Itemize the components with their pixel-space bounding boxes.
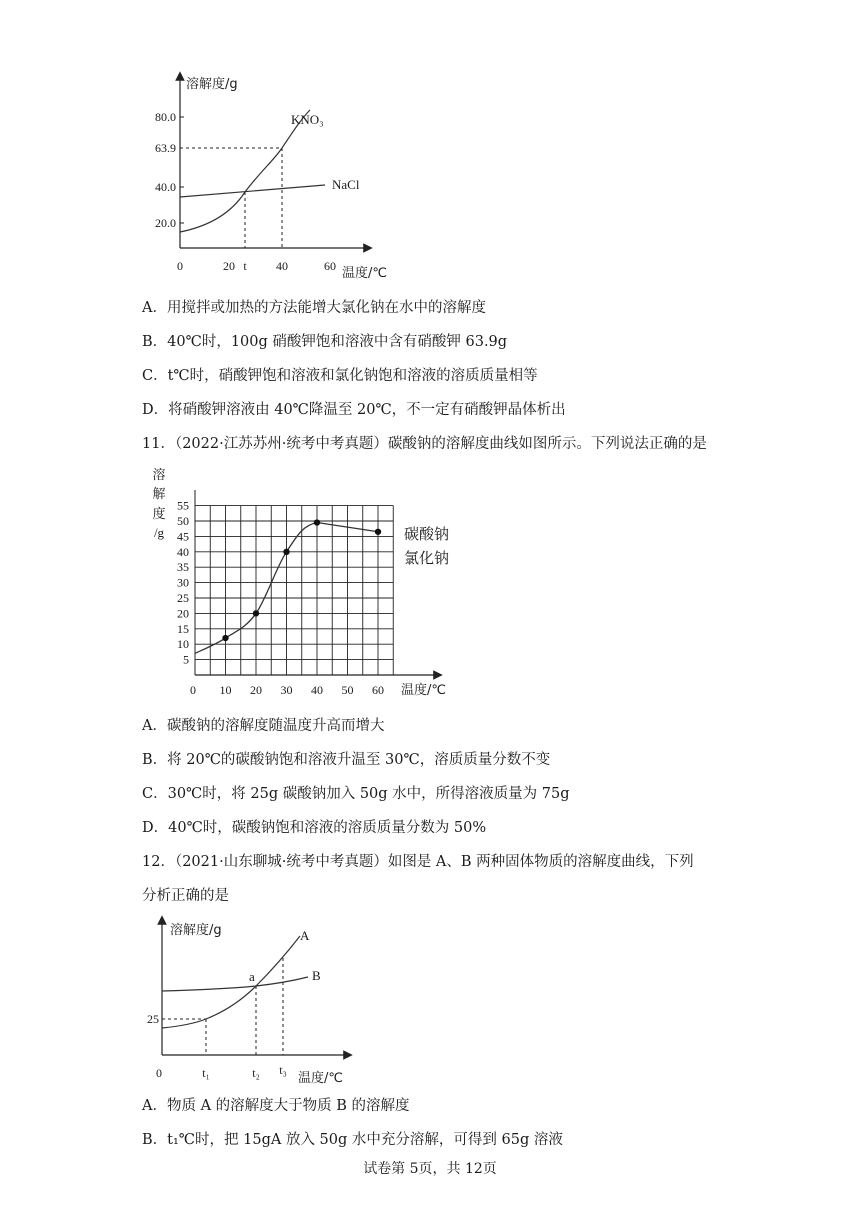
kno3-label: KNO₃ bbox=[291, 112, 324, 127]
x-tick-40: 40 bbox=[276, 259, 288, 273]
x-tick-t: t bbox=[243, 259, 247, 273]
data-point bbox=[253, 610, 259, 616]
x-axis-label: 温度/℃ bbox=[298, 1071, 343, 1086]
y-tick-63-9: 63.9 bbox=[155, 141, 176, 155]
page-footer: 试卷第 5页，共 12页 bbox=[363, 1161, 497, 1177]
curve-a bbox=[162, 936, 300, 1028]
x-tick-label: 30 bbox=[280, 683, 293, 697]
x-axis-label: 温度/℃ bbox=[401, 683, 446, 698]
q10-option-d: D．将硝酸钾溶液由 40℃降温至 20℃，不一定有硝酸钾晶体析出 bbox=[142, 402, 566, 418]
y-tick-20: 20.0 bbox=[155, 216, 176, 230]
x-tick-0: 0 bbox=[177, 259, 183, 273]
y-axis-label: 溶解度/g bbox=[186, 77, 238, 92]
data-point bbox=[314, 519, 320, 525]
x-tick-label: 20 bbox=[250, 683, 262, 697]
x-tick-t1: t₁ bbox=[202, 1066, 210, 1080]
curve-b-label: B bbox=[312, 968, 321, 983]
q12-stem-line-1: 12．（2021·山东聊城·统考中考真题）如图是 A、B 两种固体物质的溶解度曲线，下列 bbox=[142, 854, 694, 870]
x-tick-20: 20 bbox=[223, 259, 235, 273]
intersection-label-a: a bbox=[249, 969, 255, 984]
x-tick-t3: t₃ bbox=[279, 1063, 287, 1077]
y-tick-label: 15 bbox=[177, 621, 189, 636]
curve-a-label: A bbox=[300, 928, 310, 943]
y-tick-label: 55 bbox=[177, 498, 189, 513]
nacl-curve bbox=[180, 185, 325, 197]
y-tick-label: 30 bbox=[177, 575, 189, 590]
y-tick-label: 10 bbox=[177, 637, 189, 652]
y-tick-label: 20 bbox=[177, 606, 189, 621]
y-tick-40: 40.0 bbox=[155, 180, 176, 194]
y-label-char-2: 解 bbox=[152, 486, 166, 501]
kno3-curve bbox=[180, 110, 310, 232]
q11-stem: 11．（2022·江苏苏州·统考中考真题）碳酸钠的溶解度曲线如图所示。下列说法正确的是 bbox=[142, 436, 707, 452]
q12-option-b: B．t₁℃时，把 15gA 放入 50g 水中充分溶解，可得到 65g 溶液 bbox=[142, 1132, 563, 1148]
y-label-char-4: /g bbox=[153, 525, 165, 540]
q10-option-c: C．t℃时，硝酸钾饱和溶液和氯化钠饱和溶液的溶质质量相等 bbox=[142, 368, 538, 384]
q11-option-a: A．碳酸钠的溶解度随温度升高而增大 bbox=[142, 718, 385, 734]
q11-option-c: C．30℃时，将 25g 碳酸钠加入 50g 水中，所得溶液质量为 75g bbox=[142, 786, 570, 802]
y-tick-label: 40 bbox=[177, 544, 189, 559]
q10-option-b: B．40℃时，100g 硝酸钾饱和溶液中含有硝酸钾 63.9g bbox=[142, 334, 508, 350]
curve-b bbox=[162, 977, 308, 991]
x-axis-label: 温度/℃ bbox=[342, 266, 387, 281]
x-tick-label: 40 bbox=[311, 683, 323, 697]
q10-option-a: A．用搅拌或加热的方法能增大氯化钠在水中的溶解度 bbox=[142, 300, 486, 316]
y-label-char-3: 度 bbox=[152, 506, 166, 521]
x-ticks bbox=[190, 683, 384, 697]
y-tick-25: 25 bbox=[147, 1012, 159, 1026]
data-point bbox=[222, 635, 228, 641]
x-tick-label: 50 bbox=[341, 683, 354, 697]
chart-grid bbox=[195, 506, 393, 675]
q12-option-a: A．物质 A 的溶解度大于物质 B 的溶解度 bbox=[142, 1098, 410, 1114]
x-tick-label: 60 bbox=[372, 683, 384, 697]
y-ticks bbox=[177, 499, 189, 667]
y-tick-80: 80.0 bbox=[155, 110, 176, 124]
y-label-char-1: 溶 bbox=[152, 467, 166, 482]
data-point bbox=[283, 549, 289, 555]
y-tick-label: 50 bbox=[177, 514, 189, 528]
y-axis-label: 溶解度/g bbox=[170, 923, 222, 938]
q11-option-d: D．40℃时，碳酸钠饱和溶液的溶质质量分数为 50% bbox=[142, 820, 487, 836]
data-point bbox=[375, 529, 381, 535]
y-tick-label: 25 bbox=[177, 591, 189, 605]
solubility-figure-kno3-nacl bbox=[155, 66, 400, 284]
nacl-label: NaCl bbox=[332, 177, 360, 192]
y-tick-label: 45 bbox=[177, 529, 189, 544]
solubility-figure-a-b bbox=[140, 914, 366, 1090]
y-tick-label: 5 bbox=[183, 652, 189, 667]
q12-stem-line-2: 分析正确的是 bbox=[142, 888, 229, 904]
q11-option-b: B．将 20℃的碳酸钠饱和溶液升温至 30℃，溶质质量分数不变 bbox=[142, 752, 551, 768]
x-tick-label: 0 bbox=[190, 683, 196, 697]
sodium-carbonate-chart bbox=[146, 462, 466, 702]
x-tick-0: 0 bbox=[156, 1066, 162, 1080]
x-tick-t2: t₂ bbox=[252, 1066, 260, 1080]
x-tick-label: 10 bbox=[219, 683, 232, 697]
legend-sodium-chloride: 氯化钠 bbox=[404, 549, 450, 567]
x-tick-60: 60 bbox=[324, 259, 336, 273]
legend-sodium-carbonate: 碳酸钠 bbox=[404, 525, 450, 543]
y-tick-label: 35 bbox=[177, 560, 189, 575]
